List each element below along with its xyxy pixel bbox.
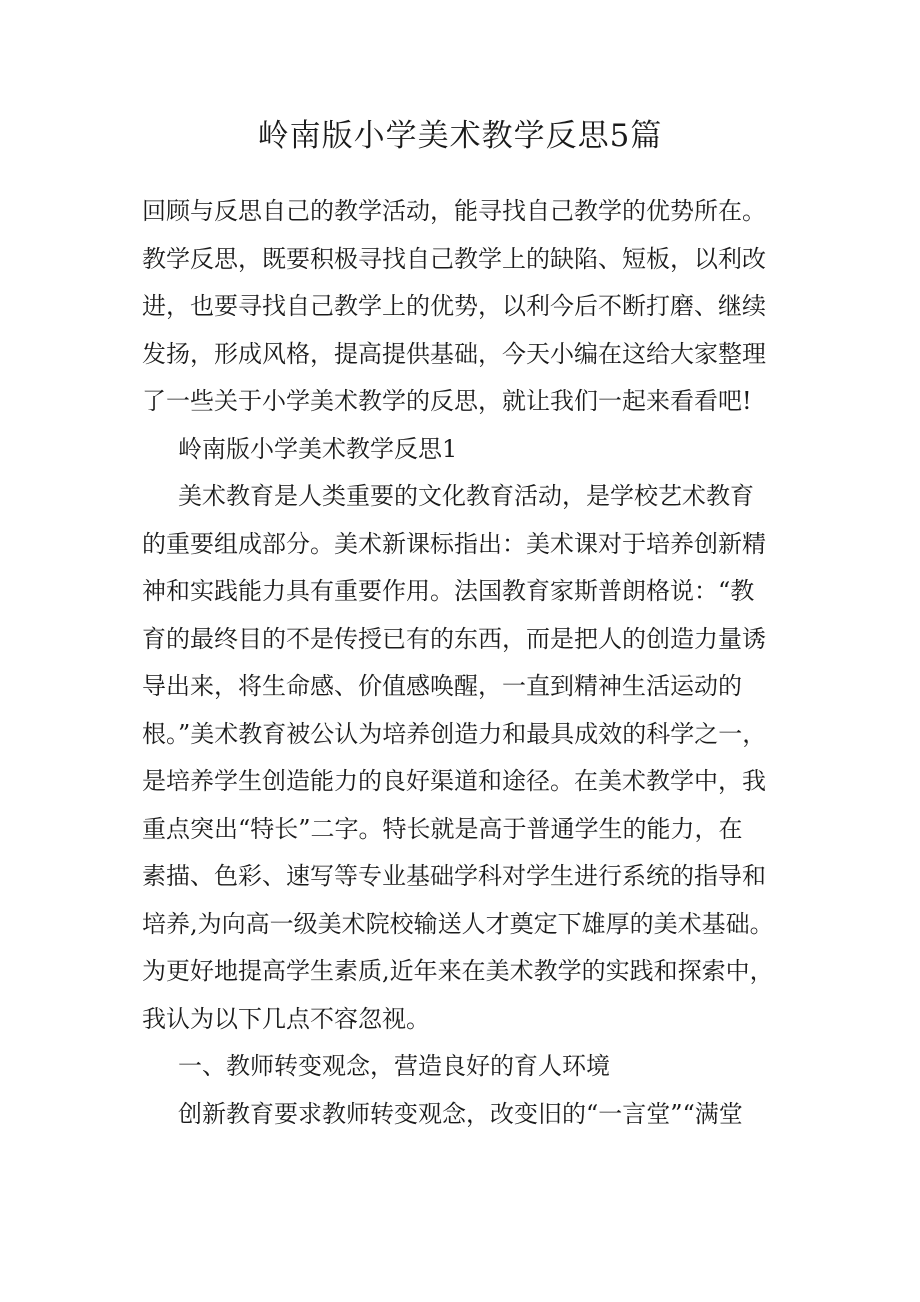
intro-line: 发扬，形成风格，提高提供基础，今天小编在这给大家整理: [142, 339, 766, 368]
intro-line: 了一些关于小学美术教学的反思，就让我们一起来看看吧!: [142, 387, 752, 415]
section-heading: 岭南版小学美术教学反思1: [178, 434, 458, 463]
paragraph-line: 神和实践能力具有重要作用。法国教育家斯普朗格说：“教: [142, 577, 755, 605]
paragraph-line: 美术教育是人类重要的文化教育活动，是学校艺术教育: [178, 482, 754, 510]
paragraph-1: [142, 473, 806, 1043]
paragraph-line: 我认为以下几点不容忽视。: [142, 1004, 430, 1033]
intro-paragraph: [142, 188, 806, 426]
document-body: [142, 188, 806, 1138]
paragraph-line: 是培养学生创造能力的良好渠道和途径。在美术教学中，我: [142, 767, 766, 795]
paragraph-line: 创新教育要求教师转变观念，改变旧的“一言堂”“满堂: [178, 1099, 743, 1128]
paragraph-line: 的重要组成部分。美术新课标指出：美术课对于培养创新精: [142, 529, 766, 558]
document-title: 岭南版小学美术教学反思5篇: [257, 118, 663, 154]
paragraph-line: 重点突出“特长”二字。特长就是高于普通学生的能力，在: [142, 814, 743, 843]
paragraph-line: 培养,为向高一级美术院校输送人才奠定下雄厚的美术基础。: [142, 909, 774, 938]
subheading: 一、教师转变观念，营造良好的育人环境: [178, 1052, 610, 1080]
intro-line: 回顾与反思自己的教学活动，能寻找自己教学的优势所在。: [142, 197, 766, 225]
paragraph-line: 根。”美术教育被公认为培养创造力和最具成效的科学之一，: [142, 719, 767, 748]
intro-line: 进，也要寻找自己教学上的优势，以利今后不断打磨、继续: [142, 292, 766, 320]
paragraph-line: 素描、色彩、速写等专业基础学科对学生进行系统的指导和: [142, 862, 766, 890]
paragraph-line: 育的最终目的不是传授已有的东西，而是把人的创造力量诱: [142, 624, 766, 653]
intro-line: 教学反思，既要积极寻找自己教学上的缺陷、短板，以利改: [142, 244, 766, 273]
paragraph-line: 为更好地提高学生素质,近年来在美术教学的实践和探索中，: [142, 957, 774, 985]
paragraph-line: 导出来，将生命感、价值感唤醒，一直到精神生活运动的: [142, 672, 742, 700]
